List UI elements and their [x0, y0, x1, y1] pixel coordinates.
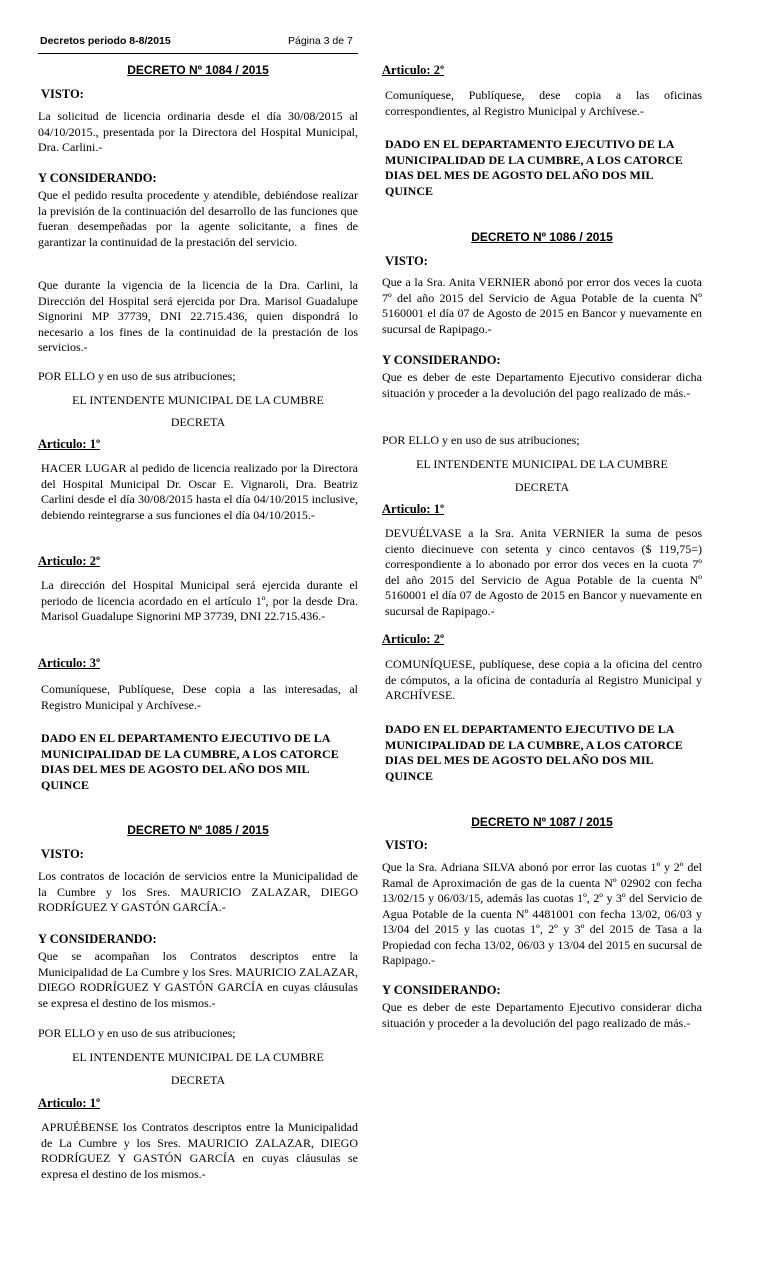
- document-header-title: Decretos periodo 8-8/2015: [40, 35, 171, 47]
- decree-1084-considerando-p2: Que durante la vigencia de la licencia de la Dra. Carlini, la Dirección del Hospital será ejercida por Dra. Marisol Guadalupe Signorini MP 37739, DNI 22.715.436, quien dispondrá lo necesario a los fines de la continuidad de la prestación de los servicios.-: [38, 278, 358, 354]
- decree-1084-decreta: DECRETA: [170, 415, 226, 429]
- page-number: Página 3 de 7: [288, 35, 353, 47]
- decree-1084-visto-text: La solicitud de licencia ordinaria desde el día 30/08/2015 al 04/10/2015., presentada por la Directora del Hospital Municipal, Dra. Carlini.-: [38, 109, 358, 154]
- decree-1085-art1-label: Articulo: 1º: [38, 1096, 101, 1110]
- decree-1086-title: DECRETO Nº 1086 / 2015: [471, 230, 613, 244]
- decree-1086-art2-label: Articulo: 2º: [382, 632, 445, 646]
- decree-1084-art1-label: Articulo: 1º: [38, 437, 101, 451]
- decree-1084-art3-text: Comuníquese, Publíquese, Dese copia a las interesadas, al Registro Municipal y Archívese.-: [41, 682, 358, 712]
- decree-1085-decreta: DECRETA: [170, 1073, 226, 1087]
- decree-1087-title: DECRETO Nº 1087 / 2015: [471, 815, 613, 829]
- decree-1086-art2-text: COMUNÍQUESE, publíquese, dese copia a la oficina del centro de cómputos, a la oficina de contaduría al Registro Municipal y ARCHÍVESE.: [385, 657, 702, 702]
- decree-1084-considerando-label: Y CONSIDERANDO:: [38, 171, 157, 185]
- decree-1087-visto-label: VISTO:: [385, 838, 428, 852]
- decree-1085-visto-label: VISTO:: [41, 847, 84, 861]
- header-divider: [38, 53, 358, 54]
- decree-1084-title: DECRETO Nº 1084 / 2015: [127, 63, 269, 77]
- decree-1085-art2-label: Articulo: 2º: [382, 63, 445, 77]
- decree-1086-visto-label: VISTO:: [385, 254, 428, 268]
- decree-1084-art2-text: La dirección del Hospital Municipal será ejercida durante el periodo de licencia acordado en el artículo 1º, por la desde Dra. Marisol Guadalupe Signorini MP 37739, DNI 22.715.436.-: [41, 578, 358, 623]
- decree-1087-considerando-p1: Que es deber de este Departamento Ejecutivo considerar dicha situación y proceder a la devolución del pago realizado de más.-: [382, 1000, 702, 1030]
- decree-1085-considerando-label: Y CONSIDERANDO:: [38, 932, 157, 946]
- decree-1085-considerando-p1: Que se acompañan los Contratos descriptos entre la Municipalidad de La Cumbre y los Sres. MAURICIO ZALAZAR, DIEGO RODRÍGUEZ Y GASTÓN GARCÍA en cuyas cláusulas se expresa el destino de los mismos.-: [38, 949, 358, 1010]
- decree-1086-decreta: DECRETA: [514, 480, 570, 494]
- decree-1086-intendente: EL INTENDENTE MUNICIPAL DE LA CUMBRE: [416, 457, 668, 471]
- decree-1084-art1-text: HACER LUGAR al pedido de licencia realizado por la Directora del Hospital Municipal Dr. Oscar E. Vignaroli, Dra. Beatriz Carlini desde el día 30/08/2015 hasta el día 04/10/2015 inclusive, debiendo reintegrarse a sus funciones el día 04/10/2015.-: [41, 461, 358, 522]
- decree-1085-title: DECRETO Nº 1085 / 2015: [127, 823, 269, 837]
- decree-1084-dado: DADO EN EL DEPARTAMENTO EJECUTIVO DE LA MUNICIPALIDAD DE LA CUMBRE, A LOS CATORCE DIAS DEL MES DE AGOSTO DEL AÑO DOS MIL QUINCE: [41, 731, 339, 792]
- decree-1084-intendente: EL INTENDENTE MUNICIPAL DE LA CUMBRE: [72, 393, 324, 407]
- decree-1084-visto-label: VISTO:: [41, 87, 84, 101]
- decree-1086-art1-text: DEVUÉLVASE a la Sra. Anita VERNIER la suma de pesos ciento diecinueve con setenta y cinco centavos ($ 119,75=) correspondiente a lo abonado por error dos veces en la cuota 7º del año 2015 del Servicio de Agua Potable de la cuenta Nº 5160001 el día 07 de Agosto de 2015 en Bancor y nuevamente en sucursal de Rapipago.-: [385, 526, 702, 618]
- decree-1085-por-ello: POR ELLO y en uso de sus atribuciones;: [38, 1026, 236, 1040]
- decree-1086-considerando-label: Y CONSIDERANDO:: [382, 353, 501, 367]
- decree-1085-visto-text: Los contratos de locación de servicios entre la Municipalidad de la Cumbre y los Sres. MAURICIO ZALAZAR, DIEGO RODRÍGUEZ Y GASTÓN GARCÍA.-: [38, 869, 358, 914]
- decree-1087-considerando-label: Y CONSIDERANDO:: [382, 983, 501, 997]
- decree-1084-por-ello: POR ELLO y en uso de sus atribuciones;: [38, 369, 236, 383]
- decree-1087-visto-text: Que la Sra. Adriana SILVA abonó por error las cuotas 1º y 2º del Ramal de Aproximación de gas de la cuenta Nº 02902 con fecha 13/02/15 y 06/03/15, además las cuotas 1º, 2º y 3º del Servicio de Agua Potable de la cuenta Nº 4481001 con fecha 13/02, 06/03 y 13/04 del 2015 y las cuotas 1º, 2º y 3º del 2015 de Tasa a la Propiedad con fecha 13/02, 06/03 y 13/04 del 2015 en sucursal de Rapipago.-: [382, 860, 702, 967]
- decree-1084-art3-label: Articulo: 3º: [38, 656, 101, 670]
- decree-1084-art2-label: Articulo: 2º: [38, 554, 101, 568]
- decree-1086-por-ello: POR ELLO y en uso de sus atribuciones;: [382, 433, 580, 447]
- decree-1086-visto-text: Que a la Sra. Anita VERNIER abonó por error dos veces la cuota 7º del año 2015 del Servicio de Agua Potable de la cuenta Nº 5160001 el día 07 de Agosto de 2015 en Bancor y nuevamente en sucursal de Rapipago.-: [382, 275, 702, 336]
- decree-1086-art1-label: Articulo: 1º: [382, 502, 445, 516]
- decree-1084-considerando-p1: Que el pedido resulta procedente y atendible, debiéndose realizar la previsión de la continuación del desarrollo de las funciones que fueran desempeñadas por la agente solicitante, a fines de garantizar la continuidad de la prestación del servicio.: [38, 188, 358, 249]
- decree-1085-dado: DADO EN EL DEPARTAMENTO EJECUTIVO DE LA MUNICIPALIDAD DE LA CUMBRE, A LOS CATORCE DIAS DEL MES DE AGOSTO DEL AÑO DOS MIL QUINCE: [385, 137, 683, 198]
- decree-1085-intendente: EL INTENDENTE MUNICIPAL DE LA CUMBRE: [72, 1050, 324, 1064]
- decree-1086-considerando-p1: Que es deber de este Departamento Ejecutivo considerar dicha situación y proceder a la devolución del pago realizado de más.-: [382, 370, 702, 400]
- decree-1086-dado: DADO EN EL DEPARTAMENTO EJECUTIVO DE LA MUNICIPALIDAD DE LA CUMBRE, A LOS CATORCE DIAS DEL MES DE AGOSTO DEL AÑO DOS MIL QUINCE: [385, 722, 683, 783]
- decree-1085-art1-text: APRUÉBENSE los Contratos descriptos entre la Municipalidad de La Cumbre y los Sres. MAURICIO ZALAZAR, DIEGO RODRÍGUEZ Y GASTÓN GARCÍA en cuyas cláusulas se expresa el destino de los mismos.-: [41, 1120, 358, 1181]
- decree-1085-art2-text: Comuníquese, Publíquese, dese copia a las oficinas correspondientes, al Registro Municipal y Archívese.-: [385, 88, 702, 118]
